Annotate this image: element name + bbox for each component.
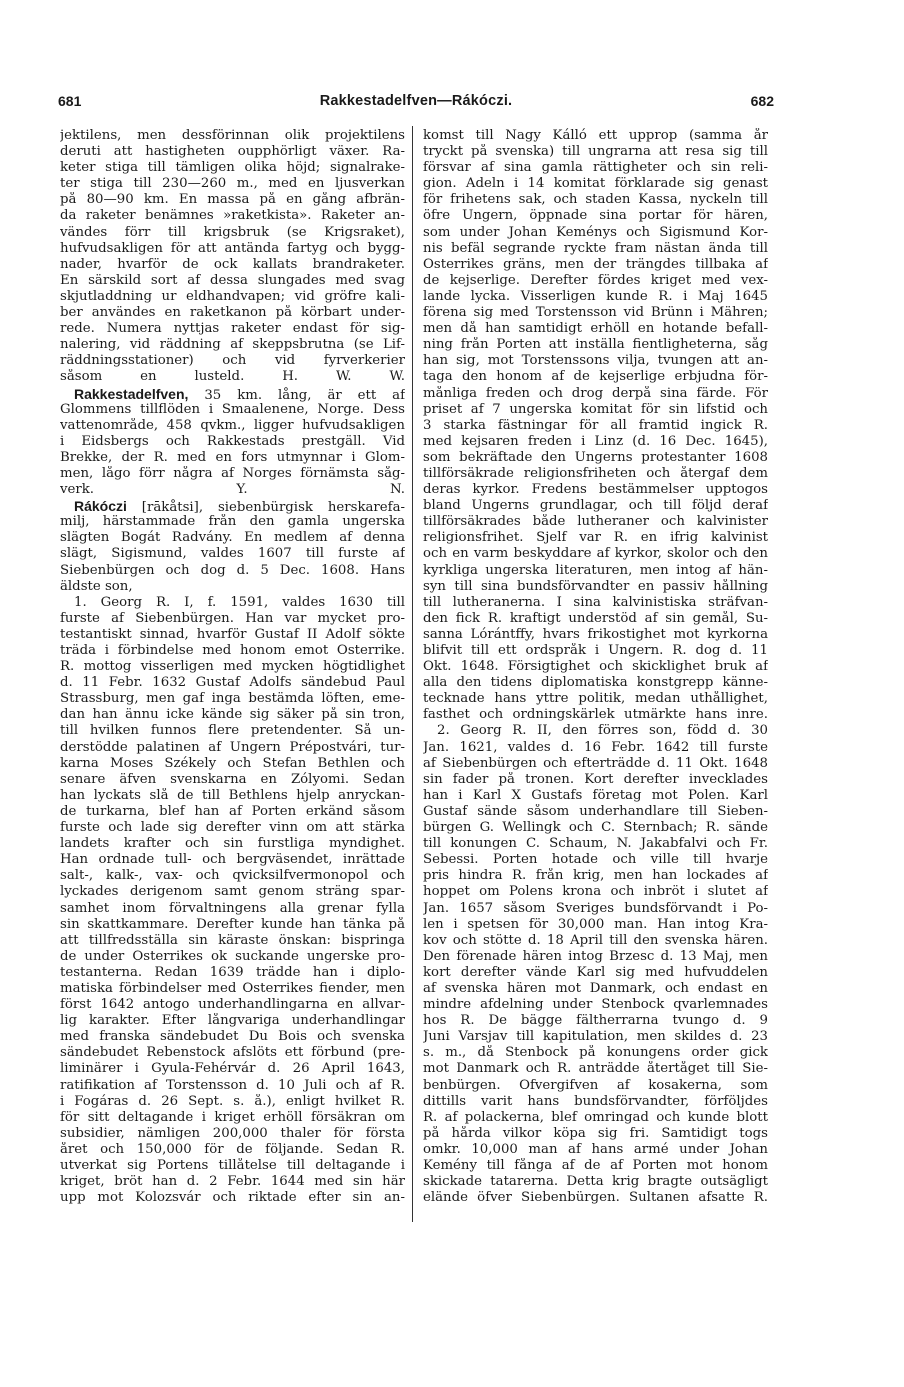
text-line (423, 514, 768, 530)
line-text: nader, hvarför de ock kallats brandraketer. (60, 256, 405, 272)
line-text: dan han ännu icke kände sig säker på sin tron, (60, 707, 405, 723)
text-line (423, 450, 768, 466)
line-text: 2. Georg R. II, den förres son, född d. 30 (437, 723, 768, 739)
line-text: lig karakter. Efter långvariga underhandlingar (60, 1013, 405, 1029)
text-line (60, 901, 405, 917)
text-line (60, 353, 405, 369)
line-text: slägt, Sigismund, valdes 1607 till furste af (60, 546, 405, 562)
text-line (423, 466, 768, 482)
text-line (423, 643, 768, 659)
line-text: d. 11 Febr. 1632 Gustaf Adolfs sändebud Paul (60, 675, 405, 691)
line-text: blifvit till ett ordspråk i Ungern. R. dog d. 11 (423, 643, 768, 658)
line-text: da raketer benämnes »raketkista». Raketer an- (60, 208, 405, 224)
line-text: ratifikation af Torstensson d. 10 Juli och af R. (60, 1077, 405, 1093)
line-text: träda i förbindelse med honom emot Österrike. (60, 643, 405, 658)
right-column (423, 128, 768, 1206)
text-line (60, 1094, 405, 1110)
text-line (423, 402, 768, 418)
text-line (423, 208, 768, 224)
line-text: ter stiga till 230—260 m., med en ljusverkan (60, 176, 405, 192)
line-text: pris hindra R. från krig, men han lockades af (423, 868, 768, 884)
text-line (60, 225, 405, 241)
text-line (423, 386, 768, 402)
text-line (60, 643, 405, 659)
line-text: kort derefter vände Karl sig med hufvuddelen (423, 964, 768, 980)
line-text: sändebudet Rebenstock afslöts ett förbund (pre- (60, 1045, 405, 1061)
text-line (423, 933, 768, 949)
line-text: de under Österrikes ok suckande ungerske pro- (60, 948, 405, 964)
line-text: Kemény till fånga af de af Porten mot honom (423, 1158, 768, 1173)
line-text: fasthet och ordningskärlek utmärkte hans inre. (423, 707, 768, 723)
text-line (423, 981, 768, 997)
line-text: sin fader på tronen. Kort derefter invecklades (423, 771, 768, 787)
text-line (60, 949, 405, 965)
text-line (423, 772, 768, 788)
text-line (423, 804, 768, 820)
column-divider (412, 126, 413, 1222)
line-text: räddningsstationer) och vid fyrverkerier (60, 353, 405, 369)
text-line (423, 1158, 768, 1174)
text-line (423, 418, 768, 434)
line-text: på 80—90 km. En massa på en gång afbrän- (60, 192, 405, 208)
text-line (60, 933, 405, 949)
line-text: komst till Nagy Kálló ett upprop (samma år (423, 128, 768, 143)
line-text: ning från Porten att inställa fientligheterna, såg (423, 337, 768, 353)
line-text: dittills varit hans bundsförvandter, förföljdes (423, 1093, 768, 1109)
text-line (60, 981, 405, 997)
line-text: skickade tatarerna. Detta krig bragte outsägligt (423, 1174, 768, 1190)
line-text: till lutheranerna. I sina kalvinistiska sträfvan- (423, 594, 768, 610)
line-text: äldste son, (60, 578, 133, 594)
line-text: tecknade hans yttre politik, medan uthållighet, (423, 691, 768, 707)
text-line (423, 595, 768, 611)
line-text: Strassburg, men gaf inga bestämda löften, eme- (60, 691, 405, 707)
line-text: såsom en lusteld. H. W. W. (60, 369, 405, 385)
line-text: furste och lade sig derefter vinn om att stärka (60, 820, 405, 836)
text-line (60, 305, 405, 321)
text-line (60, 450, 405, 466)
text-line (423, 691, 768, 707)
text-line (423, 289, 768, 305)
text-line (60, 659, 405, 675)
line-text: vändes förr till krigsbruk (se Krigsraket), (60, 224, 405, 240)
text-line (60, 563, 405, 579)
text-line (423, 917, 768, 933)
text-line (60, 1061, 405, 1077)
text-line (60, 997, 405, 1013)
line-text: R. af polackerna, blef omringad och kunde blott (423, 1109, 768, 1125)
line-text: R. mottog visserligen med mycken högtidlighet (60, 659, 405, 675)
text-line (423, 1110, 768, 1126)
line-text: att tillfredsställa sin käraste önskan: bispringa (60, 932, 405, 948)
line-text: till hvilken funnos flere pretendenter. Så un- (60, 723, 405, 739)
line-text: i Fogáras d. 26 Sept. s. å.), enligt hvilket R. (60, 1093, 405, 1109)
text-line (60, 160, 405, 176)
text-line (60, 482, 405, 498)
text-line (423, 305, 768, 321)
text-line (60, 128, 405, 144)
text-line (60, 144, 405, 160)
line-text: 35 km. lång, är ett af (188, 387, 405, 402)
text-line (60, 868, 405, 884)
line-text: Glommens tillflöden i Smaalenene, Norge. Dess (60, 401, 405, 417)
line-text: 1. Georg R. I, f. 1591, valdes 1630 till (74, 594, 405, 610)
text-line (423, 434, 768, 450)
text-line (423, 1126, 768, 1142)
line-text: sin skattkammare. Derefter kunde han tänka på (60, 916, 405, 932)
text-line (423, 1045, 768, 1061)
line-text: och en varm beskyddare af kyrkor, skolor och den (423, 546, 768, 562)
text-line (423, 723, 768, 739)
text-line (423, 241, 768, 257)
text-line (60, 707, 405, 723)
headword: Rákóczi (74, 498, 127, 515)
text-line (60, 1078, 405, 1094)
line-text: bland Ungerns grundlagar, och till följd deraf (423, 498, 768, 514)
line-text: benbürgen. Öfvergifven af kosakerna, som (423, 1077, 768, 1093)
text-line (423, 530, 768, 546)
line-text: med franska sändebudet Du Bois och svenska (60, 1029, 405, 1045)
line-text: för sitt deltagande i kriget erhöll försäkran om (60, 1109, 405, 1125)
text-line (423, 498, 768, 514)
text-line (60, 917, 405, 933)
text-line (423, 546, 768, 562)
text-line (60, 965, 405, 981)
line-text: gion. Adeln i 14 komitat förklarade sig genast (423, 176, 768, 192)
text-line (60, 1158, 405, 1174)
line-text: subsidier, nämligen 200,000 thaler för första (60, 1125, 405, 1141)
line-text: utverkat sig Portens tillåtelse till deltagande i (60, 1158, 405, 1173)
line-text: de turkarna, blef han af Porten erkänd såsom (60, 803, 405, 819)
text-line (423, 820, 768, 836)
text-line (423, 1078, 768, 1094)
line-text: liminärer i Gyula-Fehérvár d. 26 April 1643, (60, 1061, 405, 1077)
text-line (423, 1013, 768, 1029)
line-text: året och 150,000 för de följande. Sedan R. (60, 1141, 405, 1157)
line-text: förena sig med Torstensson vid Brünn i Mähren; (423, 305, 768, 321)
line-text: men då han samtidigt erhöll en hotande befall- (423, 321, 768, 337)
line-text: verk. Y. N. (60, 482, 405, 498)
line-text: tillförsäkrades både lutheraner och kalvinister (423, 514, 768, 530)
line-text: senare äfven svenskarna en Zólyomi. Sedan (60, 771, 405, 787)
line-text: af svenska hären mot Danmark, och endast en (423, 980, 768, 996)
line-text: lyckades derigenom samt genom sträng spar- (60, 884, 405, 900)
text-line (60, 1110, 405, 1126)
line-text: ber användes en raketkanon på körbart under- (60, 305, 405, 321)
line-text: Sebessi. Porten hotade och ville till hvarje (423, 852, 768, 868)
line-text: furste af Siebenbürgen. Han var mycket pro- (60, 610, 405, 626)
page-number-right: 682 (750, 93, 774, 109)
line-text: En särskild sort af dessa slungades med svag (60, 272, 405, 288)
text-line (60, 546, 405, 562)
text-line (423, 788, 768, 804)
text-line (60, 257, 405, 273)
line-text: först 1642 antogo underhandlingarna en allvar- (60, 997, 405, 1013)
text-line (60, 1126, 405, 1142)
text-line (423, 868, 768, 884)
text-line (60, 723, 405, 739)
line-text: [rākåtsi], siebenbürgisk herskarefa- (126, 500, 405, 515)
line-text: religionsfrihet. Sjelf var R. en ifrig kalvinist (423, 530, 768, 546)
line-text: priset af 7 ungerska komitat för sin lifstid och (423, 401, 768, 417)
line-text: keter stiga till tämligen olika höjd; signalrake- (60, 160, 405, 176)
text-line (60, 1045, 405, 1061)
line-text: i Eidsbergs och Rakkestads prestgäll. Vid (60, 433, 405, 449)
line-text: den fick R. kraftigt understöd af sin gemål, Su- (423, 610, 768, 626)
text-line (60, 337, 405, 353)
text-line (423, 707, 768, 723)
text-line (60, 756, 405, 772)
text-line (60, 804, 405, 820)
line-text: till konungen C. Schaum, N. Jakabfalvi och Fr. (423, 836, 768, 852)
text-line (60, 675, 405, 691)
text-line (423, 1029, 768, 1045)
line-text: öfre Ungern, öppnade sina portar för hären, (423, 208, 768, 224)
page-number-left: 681 (58, 93, 82, 109)
line-text: landets krafter och sin furstliga myndighet. (60, 836, 405, 852)
line-text: taga den honom af de kejserlige erbjudna för- (423, 369, 768, 385)
line-text: de kejserlige. Derefter fördes kriget med vex- (423, 272, 768, 288)
text-line (423, 997, 768, 1013)
line-text: månliga freden och drog derpå sina färde. För (423, 385, 768, 401)
line-text: med kejsaren freden i Linz (d. 16 Dec. 1645), (423, 433, 768, 449)
line-text: kriget, bröt han d. 2 Febr. 1644 med sin här (60, 1174, 405, 1190)
text-line (423, 627, 768, 643)
line-text: hoppet om Polens krona och inbröt i slutet af (423, 884, 768, 900)
line-text: rede. Numera nyttjas raketer endast för sig- (60, 321, 405, 337)
text-line (423, 257, 768, 273)
line-text: skjutladdning ur eldhandvapen; vid gröfre kali- (60, 288, 405, 304)
line-text: Den förenade hären intog Brzesc d. 13 Maj, men (423, 948, 768, 964)
text-line (60, 611, 405, 627)
text-line (60, 530, 405, 546)
text-line (423, 675, 768, 691)
text-line (60, 418, 405, 434)
line-text: Han ordnade tull- och bergväsendet, inrättade (60, 852, 405, 868)
line-text: milj, härstammade från den gamla ungerska (60, 514, 405, 530)
line-text: 3 starka fästningar för all framtid ingick R. (423, 417, 768, 433)
line-text: salt-, kalk-, vax- och qvicksilfvermonopol och (60, 868, 405, 884)
line-text: han lyckats slå de till Bethlens hjelp anryckan- (60, 787, 405, 803)
text-line (423, 901, 768, 917)
text-line (423, 353, 768, 369)
line-text: vattenområde, 458 qvkm., ligger hufvudsakligen (60, 417, 405, 433)
text-line (60, 321, 405, 337)
text-line (423, 1190, 768, 1206)
line-text: omkr. 10,000 man af hans armé under Johan (423, 1141, 768, 1157)
line-text: len i spetsen för 30,000 man. Han intog Kra- (423, 916, 768, 932)
line-text: deras kyrkor. Fredens bestämmelser upptogos (423, 482, 768, 498)
text-line (423, 225, 768, 241)
line-text: bürgen G. Wellingk och C. Sternbach; R. sände (423, 820, 768, 836)
line-text: han i Karl X Gustafs företag mot Polen. Karl (423, 787, 768, 803)
line-text: tillförsäkrade religionsfriheten och återgaf dem (423, 465, 768, 481)
text-line (423, 836, 768, 852)
text-line (60, 402, 405, 418)
text-line (423, 965, 768, 981)
line-text: kov och stötte d. 18 April till den svenska hären. (423, 932, 768, 948)
text-line (60, 772, 405, 788)
line-text: sanna Lórántffy, hvars frikostighet mot kyrkorna (423, 626, 768, 642)
text-line (60, 176, 405, 192)
text-line (60, 740, 405, 756)
line-text: nis befäl segrande ryckte fram nästan ända till (423, 240, 768, 256)
text-line (60, 836, 405, 852)
line-text: slägten Bogát Radvány. En medlem af denna (60, 530, 405, 546)
text-line (423, 1094, 768, 1110)
text-line (60, 852, 405, 868)
line-text: upp mot Kolozsvár och riktade efter sin an- (60, 1190, 405, 1206)
page-header (58, 93, 774, 115)
text-line (423, 563, 768, 579)
text-line (423, 852, 768, 868)
text-line (60, 579, 405, 595)
text-line (60, 627, 405, 643)
line-text: hos R. De bägge fältherrarna tvungo d. 9 (423, 1013, 768, 1029)
line-text: af Siebenbürgen och efterträdde d. 11 Okt. 1648 (423, 755, 768, 771)
line-text: lande lycka. Visserligen kunde R. i Maj 1645 (423, 288, 768, 304)
line-text: nalering, vid räddning af skeppsbrutna (se Lif- (60, 337, 405, 353)
line-text: jektilens, men dessförinnan olik projektilens (60, 128, 405, 143)
text-line (423, 128, 768, 144)
line-text: mindre afdelning under Stenbock qvarlemnades (423, 997, 768, 1013)
line-text: Siebenbürgen och dog d. 5 Dec. 1608. Hans (60, 562, 405, 578)
text-line (60, 691, 405, 707)
text-line (60, 369, 405, 385)
text-line (423, 369, 768, 385)
text-line (423, 144, 768, 160)
line-text: Okt. 1648. Försigtighet och skicklighet bruk af (423, 659, 768, 675)
text-line (60, 208, 405, 224)
text-line (423, 160, 768, 176)
line-text: tryckt på svenska) till ungrarna att resa sig till (423, 144, 768, 160)
text-line (423, 659, 768, 675)
text-line (423, 192, 768, 208)
text-line (60, 1013, 405, 1029)
text-line (423, 579, 768, 595)
line-text: för frihetens sak, och staden Kassa, nyckeln till (423, 192, 768, 208)
text-line (423, 611, 768, 627)
line-text: hufvudsakligen för att antända fartyg och bygg- (60, 240, 405, 256)
line-text: elände öfver Siebenbürgen. Sultanen afsatte R. (423, 1190, 768, 1206)
line-text: karna Moses Székely och Stefan Bethlen och (60, 755, 405, 771)
text-line (60, 595, 405, 611)
text-line (423, 756, 768, 772)
line-text: samhet inom förvaltningens alla grenar fylla (60, 900, 405, 916)
line-text: Jan. 1621, valdes d. 16 Febr. 1642 till furste (423, 739, 768, 755)
text-line (423, 482, 768, 498)
line-text: alla den tidens diplomatiska konstgrepp känne- (423, 675, 768, 691)
text-line (423, 884, 768, 900)
text-line (423, 1174, 768, 1190)
text-line (60, 498, 405, 514)
line-text: derstödde palatinen af Ungern Prépostvári, tur- (60, 739, 405, 755)
text-line (60, 1174, 405, 1190)
line-text: syn till sina bundsförvandter en passiv hållning (423, 578, 768, 594)
text-line (423, 740, 768, 756)
text-line (423, 949, 768, 965)
line-text: Brekke, der R. med en fors utmynnar i Glom- (60, 449, 405, 465)
line-text: s. m., då Stenbock på konungens order gick (423, 1045, 768, 1061)
line-text: på hårda vilkor köpa sig fri. Samtidigt togs (423, 1125, 768, 1141)
text-line (60, 192, 405, 208)
text-line (60, 241, 405, 257)
line-text: försvar af sina gamla rättigheter och sin reli- (423, 160, 768, 176)
text-line (423, 1142, 768, 1158)
line-text: mot Danmark och R. anträdde återtåget till Sie- (423, 1061, 768, 1077)
text-line (423, 1061, 768, 1077)
text-line (423, 176, 768, 192)
text-line (60, 386, 405, 402)
line-text: testantiskt sinnad, hvarför Gustaf II Adolf sökte (60, 626, 405, 642)
line-text: som bekräftade den Ungerns protestanter 1608 (423, 449, 768, 465)
text-line (423, 321, 768, 337)
text-line (423, 337, 768, 353)
running-title: Rakkestadelfven—Rákóczi. (319, 93, 513, 109)
text-line (60, 1190, 405, 1206)
text-line (60, 1029, 405, 1045)
line-text: Gustaf sände såsom underhandlare till Sieben- (423, 803, 768, 819)
line-text: han sig, mot Torstenssons vilja, tvungen att an- (423, 353, 768, 369)
line-text: kyrkliga ungerska literaturen, men intog af hän- (423, 562, 768, 578)
left-column (60, 128, 405, 1206)
text-line (60, 820, 405, 836)
text-line (60, 788, 405, 804)
text-line (60, 514, 405, 530)
text-line (60, 466, 405, 482)
text-line (60, 289, 405, 305)
line-text: Juni Varsjav till kapitulation, men skildes d. 23 (423, 1029, 768, 1045)
line-text: Jan. 1657 såsom Sveriges bundsförvandt i Po- (423, 900, 768, 916)
text-line (60, 434, 405, 450)
text-line (60, 884, 405, 900)
line-text: deruti att hastigheten oupphörligt växer. Ra- (60, 144, 405, 160)
line-text: Österrikes gräns, men der trängdes tillbaka af (423, 256, 768, 272)
line-text: matiska förbindelser med Österrikes fiender, men (60, 980, 405, 996)
text-line (423, 273, 768, 289)
text-line (60, 1142, 405, 1158)
headword: Rakkestadelfven, (74, 385, 189, 402)
line-text: testanterna. Redan 1639 trädde han i diplo- (60, 964, 405, 980)
line-text: som under Johan Keménys och Sigismund Kor- (423, 224, 768, 240)
text-line (60, 273, 405, 289)
line-text: men, lågo förr några af Norges förnämsta såg- (60, 465, 405, 481)
